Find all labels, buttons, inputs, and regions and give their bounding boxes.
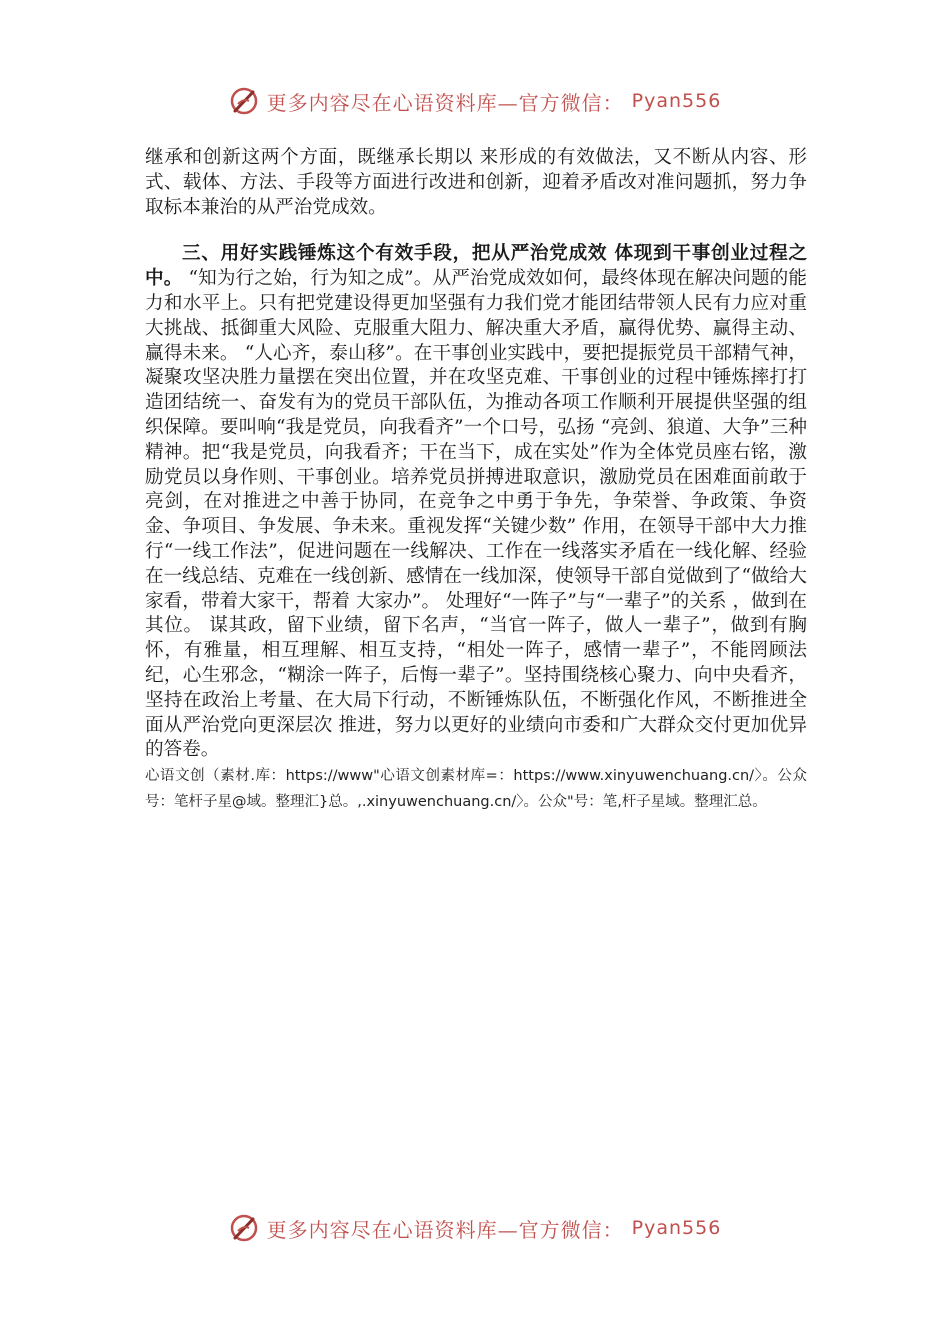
section-3-text: “知为行之始，行为知之成”。从严治党成效如何，最终体现在解决问题的能力和水平上。只有把党建设得更加坚强有力我们党才能团结带领人民有力应对重大挑战、抵御重大风险、克服重大阻力、解决重大矛盾，赢得优势、赢得主动、赢得未来。 “人心齐，泰山移”。在干事创业实践中，要把提振党员干部精气神，凝聚攻坚决胜力量摆在突出位置，并在攻坚克难、干事创业的过程中锤炼摔打打造团结统一、奋发有为的党员干部队伍，为推动各项工作顺利开展提供坚强的组织保障。要叫响“我是党员，向我看齐”一个口号，弘扬 “亮剑、狼道、大争”三种精神。把“我是党员，向我看齐；干在当下，成在实处”作为全体党员座右铭，激励党员以身作则、干事创业。培养党员拼搏进取意识，激励党员在困难面前敢于亮剑，在对推进之中善于协同，在竞争之中勇于争先，争荣誉、争政策、争资金、争项目、争发展、争未来。重视发挥“关键少数” 作用，在领导干部中大力推行“一线工作法”，促进问题在一线解决、工作在一线落实矛盾在一线化解、经验在一线总结、克难在一线创新、感情在一线加深，使领导干部自觉做到了“做给大家看，带着大家干，帮着 大家办”。 处理好“一阵子”与“一辈子”的关系 ，做到在其位。 谋其政，留下业绩，留下名声，“当官一阵子，做人一辈子”，做到有胸怀，有雅量，相互理解、相互支持，“相处一阵子，感情一辈子”，不能罔顾法纪，心生邪念，“糊涂一阵子，后悔一辈子”。坚持围绕核心聚力、向中央看齐，坚持在政治上考量、在大局下行动，不断锤炼队伍，不断强化作风，不断推进全面从严治党向更深层次 推进，努力以更好的业绩向市委和广大群众交付更加优异的答卷。 [145,268,807,761]
source-note: 心语文创（素材.库：https://www"心语文创素材库=：https://www.xinyuwenchuang.cn/〉。公众号：笔杆子星@域。整理汇}总。,.xinyuwenchuang.cn/〉。公众"号：笔,杆子星域。整理汇总。 [145,768,807,811]
footer-banner [0,1213,950,1243]
footer-wechat-id: Pyan556 [631,1217,722,1239]
document-body [145,146,807,815]
paragraph-continuation: 继承和创新这两个方面，既继承长期以 来形成的有效做法，又不断从内容、形式、载体、方法、手段等方面进行改进和创新，迎着矛盾改对准问题抓，努力争取标本兼治的从严治党成效。 [145,147,807,218]
footer-banner-text: 更多内容尽在心语资料库—官方微信： [266,1217,624,1242]
section-3-heading: 三、用好实践锤炼这个有效手段，把从严治党成效 体现到干事创业过程之中。 [145,243,807,290]
section-3-paragraph [145,242,807,763]
header-wechat-id: Pyan556 [631,90,722,112]
pen-logo-icon [229,1213,259,1243]
header-banner [0,86,950,116]
header-banner-text: 更多内容尽在心语资料库—官方微信： [266,90,624,115]
pen-logo-icon [229,86,259,116]
